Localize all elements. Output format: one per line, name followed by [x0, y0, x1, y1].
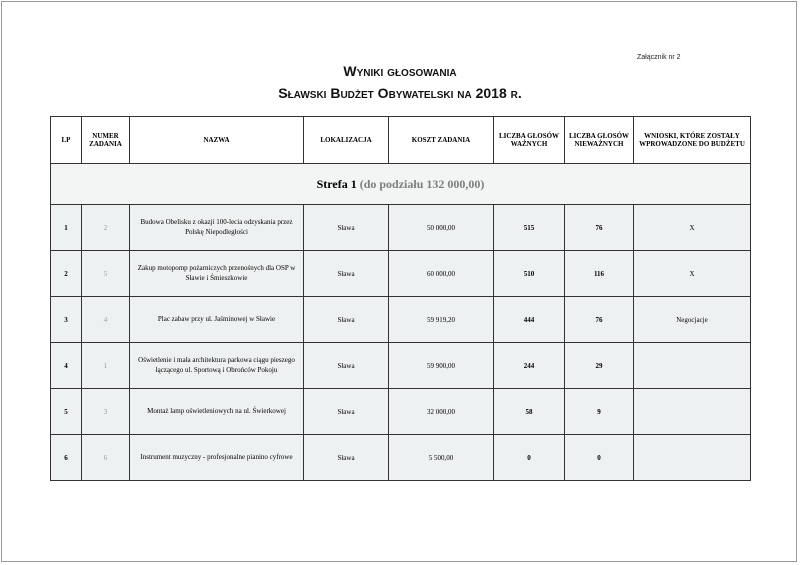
zone-note: (do podziału 132 000,00) — [359, 176, 485, 191]
cell-lp: 5 — [51, 389, 82, 435]
col-header-wazne: LICZBA GŁOSÓW WAŻNYCH — [494, 117, 565, 164]
cell-niewazne: 76 — [565, 297, 634, 343]
cell-lp: 4 — [51, 343, 82, 389]
col-header-numer: NUMER ZADANIA — [82, 117, 130, 164]
cell-koszt: 5 500,00 — [389, 435, 494, 481]
cell-lokalizacja: Sława — [304, 343, 389, 389]
table-row — [51, 389, 751, 435]
cell-wnioski — [634, 343, 751, 389]
cell-lokalizacja: Sława — [304, 435, 389, 481]
cell-wazne: 510 — [494, 251, 565, 297]
cell-numer: 2 — [82, 205, 130, 251]
cell-niewazne: 116 — [565, 251, 634, 297]
col-header-koszt: KOSZT ZADANIA — [389, 117, 494, 164]
table-row — [51, 343, 751, 389]
cell-niewazne: 9 — [565, 389, 634, 435]
cell-lp: 1 — [51, 205, 82, 251]
zone-cell — [51, 164, 751, 205]
table-row — [51, 205, 751, 251]
page-title: Wyniki głosowania — [343, 63, 457, 79]
cell-koszt: 32 000,00 — [389, 389, 494, 435]
page-subtitle: Sławski Budżet Obywatelski na 2018 r. — [278, 85, 522, 101]
cell-numer: 4 — [82, 297, 130, 343]
cell-wnioski — [634, 435, 751, 481]
zone-row — [51, 164, 751, 205]
cell-niewazne: 0 — [565, 435, 634, 481]
annex-label: Załącznik nr 2 — [637, 54, 681, 61]
cell-koszt: 50 000,00 — [389, 205, 494, 251]
cell-wnioski: X — [634, 251, 751, 297]
col-header-lokalizacja: LOKALIZACJA — [304, 117, 389, 164]
cell-wnioski: Negocjacje — [634, 297, 751, 343]
cell-nazwa: Instrument muzyczny - profesjonalne pianino cyfrowe — [130, 435, 304, 481]
cell-numer: 5 — [82, 251, 130, 297]
cell-wnioski: X — [634, 205, 751, 251]
table-row — [51, 251, 751, 297]
cell-nazwa: Zakup motopomp pożarniczych przenośnych dla OSP w Sławie i Śmieszkowie — [130, 251, 304, 297]
table-row — [51, 297, 751, 343]
cell-numer: 3 — [82, 389, 130, 435]
cell-lokalizacja: Sława — [304, 297, 389, 343]
cell-numer: 6 — [82, 435, 130, 481]
results-table — [50, 116, 751, 481]
cell-wazne: 444 — [494, 297, 565, 343]
cell-lp: 2 — [51, 251, 82, 297]
cell-wazne: 244 — [494, 343, 565, 389]
cell-lp: 3 — [51, 297, 82, 343]
cell-koszt: 59 900,00 — [389, 343, 494, 389]
cell-numer: 1 — [82, 343, 130, 389]
col-header-nazwa: NAZWA — [130, 117, 304, 164]
cell-nazwa: Montaż lamp oświetleniowych na ul. Świerkowej — [130, 389, 304, 435]
cell-lokalizacja: Sława — [304, 251, 389, 297]
table-header-row — [51, 117, 751, 164]
cell-nazwa: Budowa Obelisku z okazji 100-lecia odzyskania przez Polskę Niepodległości — [130, 205, 304, 251]
cell-nazwa: Oświetlenie i mała architektura parkowa ciągu pieszego łączącego ul. Sportową i Obrońców Pokoju — [130, 343, 304, 389]
col-header-wnioski: WNIOSKI, KTÓRE ZOSTAŁY WPROWADZONE DO BUDŻETU — [634, 117, 751, 164]
cell-wnioski — [634, 389, 751, 435]
cell-niewazne: 76 — [565, 205, 634, 251]
cell-koszt: 59 919,20 — [389, 297, 494, 343]
cell-wazne: 515 — [494, 205, 565, 251]
cell-koszt: 60 000,00 — [389, 251, 494, 297]
cell-niewazne: 29 — [565, 343, 634, 389]
cell-nazwa: Plac zabaw przy ul. Jaśminowej w Sławie — [130, 297, 304, 343]
cell-wazne: 0 — [494, 435, 565, 481]
cell-lp: 6 — [51, 435, 82, 481]
cell-lokalizacja: Sława — [304, 205, 389, 251]
cell-lokalizacja: Sława — [304, 389, 389, 435]
col-header-niewazne: LICZBA GŁOSÓW NIEWAŻNYCH — [565, 117, 634, 164]
cell-wazne: 58 — [494, 389, 565, 435]
table-row — [51, 435, 751, 481]
col-header-lp: LP — [51, 117, 82, 164]
zone-name: Strefa 1 — [316, 176, 357, 191]
